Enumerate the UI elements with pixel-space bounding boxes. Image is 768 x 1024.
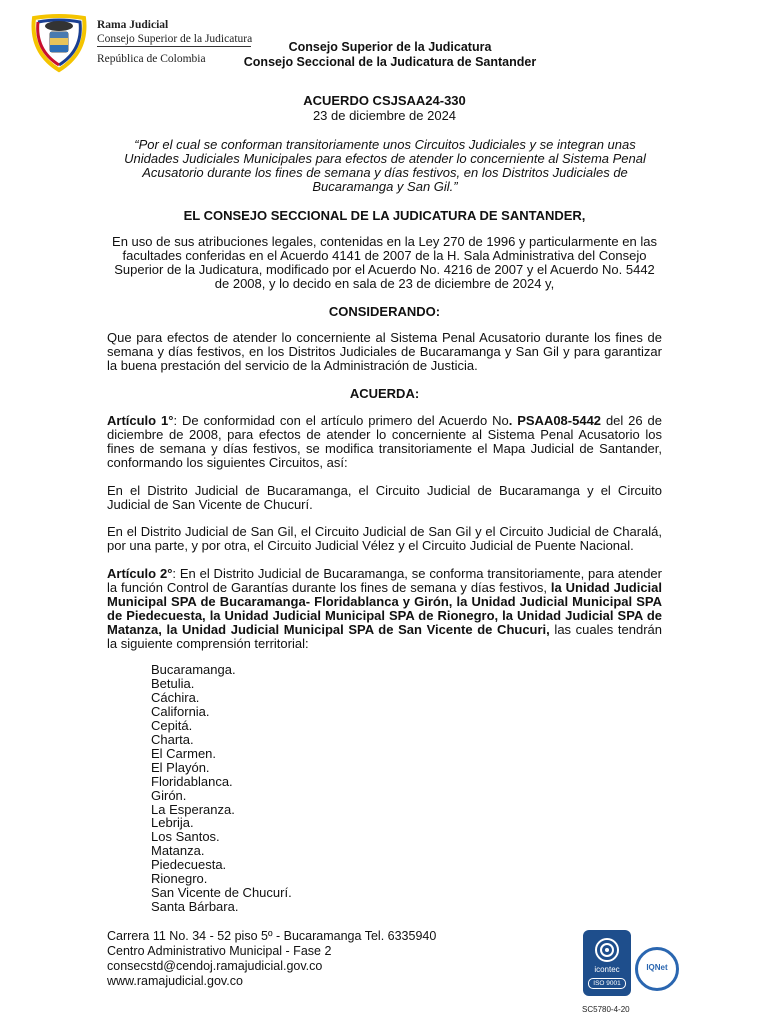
iqnet-label: IQNet <box>646 963 668 972</box>
footer-address: Carrera 11 No. 34 - 52 piso 5º - Bucaramanga Tel. 6335940 <box>107 929 437 943</box>
circuit-bucaramanga: En el Distrito Judicial de Bucaramanga, el Circuito Judicial de Bucaramanga y el Circuito Judicial de San Vicente de Chucurí. <box>107 483 662 512</box>
iso-label: ISO 9001 <box>588 978 626 989</box>
article-2-text-b: las cuales tendrán la siguiente comprensión territorial: <box>107 622 662 651</box>
circuit-san-gil: En el Distrito Judicial de San Gil, el Circuito Judicial de San Gil y el Circuito Judicial de Charalá, por una parte, y por otra, el Circuito Judicial Vélez y el Circuito Judicial de Puente Nacional. <box>107 524 662 553</box>
footer-center: Centro Administrativo Municipal - Fase 2 <box>107 944 332 958</box>
letterhead-consejo-superior: Consejo Superior de la Judicatura <box>97 33 253 45</box>
article-2-text-a: : En el Distrito Judicial de Bucaramanga, se conforma transitoriamente, para atender la función Control de Garantías durante los fines de semana y días festivos, <box>107 566 662 595</box>
considering-heading: CONSIDERANDO: <box>328 304 441 319</box>
municipality-list <box>151 663 292 914</box>
footer-website: www.ramajudicial.gov.co <box>107 974 243 988</box>
agreement-number: ACUERDO CSJSAA24-330 <box>303 93 466 108</box>
article-1 <box>107 414 662 470</box>
agreement-date: 23 de diciembre de 2024 <box>312 108 457 123</box>
footer-email: consecstd@cendoj.ramajudicial.gov.co <box>107 959 323 973</box>
agrees-heading: ACUERDA: <box>349 386 420 401</box>
list-item: Cáchira. <box>151 689 200 705</box>
list-item: Charta. <box>151 731 194 747</box>
article-1-label: Artículo 1° <box>107 413 174 428</box>
list-item: Rionegro. <box>151 871 208 887</box>
footer-contact <box>107 929 436 989</box>
list-item: Santa Bárbara. <box>151 899 239 915</box>
list-item: Bucaramanga. <box>151 662 236 677</box>
list-item: Betulia. <box>151 675 195 691</box>
letterhead-rama-judicial: Rama Judicial <box>97 19 169 31</box>
letterhead-divider <box>97 46 251 47</box>
icontec-badge <box>583 930 631 996</box>
list-item: Los Santos. <box>151 829 220 845</box>
article-2 <box>107 567 662 651</box>
certificate-code: SC5780-4-20 <box>582 1005 630 1014</box>
letterhead-republica: República de Colombia <box>97 53 206 65</box>
list-item: Lebrija. <box>151 815 194 831</box>
header-title-csj: Consejo Superior de la Judicatura <box>288 40 492 54</box>
agreement-subject: “Por el cual se conforman transitoriamente unos Circuitos Judiciales y se integran unas Unidades Judiciales Municipales para efectos de atender lo concerniente al Sistema Penal Acusatorio durante los fines de semana y días festivos, en los Distritos Judiciales de Bucaramanga y San Gil.” <box>124 137 646 194</box>
list-item: Piedecuesta. <box>151 857 227 873</box>
list-item: La Esperanza. <box>151 801 235 817</box>
icontec-label: icontec <box>594 965 620 974</box>
list-item: San Vicente de Chucurí. <box>151 885 292 901</box>
article-1-text-b: del 26 de diciembre de 2008, para efectos de atender lo concerniente al Sistema Penal Acusatorio los fines de semana y días festivos, se modifica transitoriamente el Mapa Judicial de Santander, conformando los siguientes Circuitos, así: <box>107 413 662 470</box>
list-item: California. <box>151 703 210 719</box>
list-item: Floridablanca. <box>151 773 233 789</box>
preamble: En uso de sus atribuciones legales, contenidas en la Ley 270 de 1996 y particularmente en las facultades conferidas en el Acuerdo 4141 de 2007 de la H. Sala Administrativa del Consejo Superior de la Judicatura, modificado por el Acuerdo No. 4216 de 2007 y el Acuerdo No. 5442 de 2008, y lo decido en sala de 23 de diciembre de 2024 y, <box>112 234 657 291</box>
article-2-units: la Unidad Judicial Municipal SPA de Bucaramanga- Floridablanca y Girón, la Unidad Judicial Municipal SPA de Piedecuesta, la Unidad Judicial Municipal SPA de Rionegro, la Unidad Judicial SPA de Matanza, la Unidad Judicial Municipal SPA de San Vicente de Chucuri, <box>107 580 663 637</box>
council-heading: EL CONSEJO SECCIONAL DE LA JUDICATURA DE SANTANDER, <box>183 208 586 223</box>
considering-text: Que para efectos de atender lo concerniente al Sistema Penal Acusatorio durante los fines de semana y días festivos, en los Distritos Judiciales de Bucaramanga y San Gil y para garantizar la buena prestación del servicio de la Administración de Justicia. <box>107 330 662 373</box>
list-item: El Playón. <box>151 759 210 775</box>
list-item: Matanza. <box>151 843 205 859</box>
article-1-text-a: : De conformidad con el artículo primero del Acuerdo No <box>173 413 509 428</box>
header-title-seccional: Consejo Seccional de la Judicatura de Santander <box>243 55 537 69</box>
icontec-icon <box>594 937 620 963</box>
list-item: Girón. <box>151 787 187 803</box>
article-2-label: Artículo 2° <box>107 566 173 581</box>
iqnet-seal <box>635 947 679 991</box>
list-item: Cepitá. <box>151 717 193 733</box>
coat-of-arms-logo <box>28 12 90 74</box>
article-1-reference: . PSAA08-5442 <box>508 413 602 428</box>
list-item: El Carmen. <box>151 745 217 761</box>
